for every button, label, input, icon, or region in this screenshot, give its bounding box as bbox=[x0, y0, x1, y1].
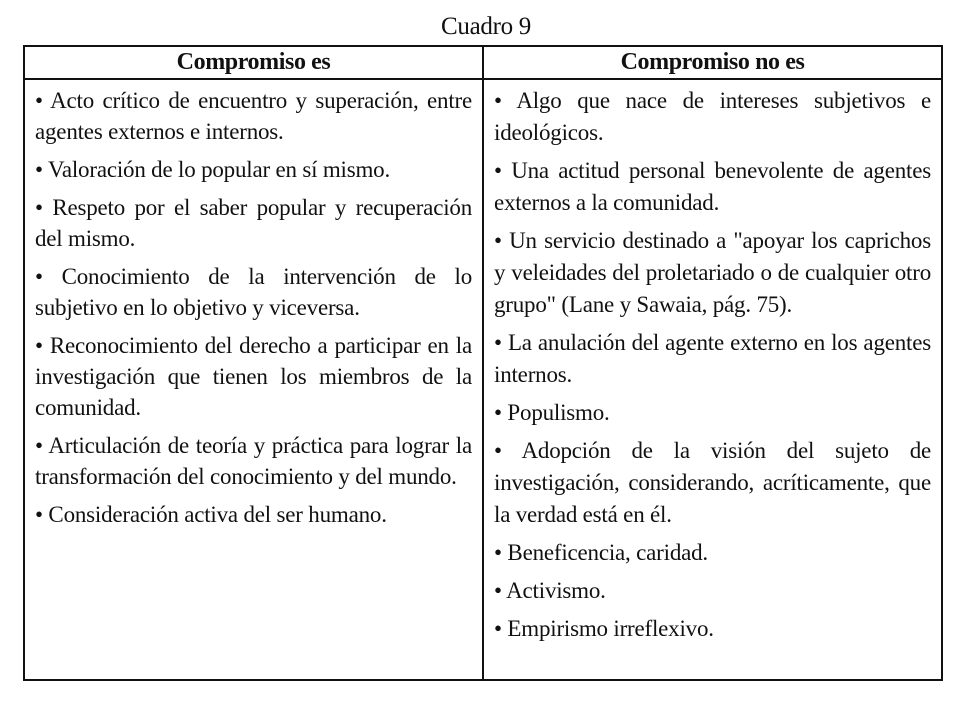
bullet-icon: • bbox=[35, 433, 43, 458]
bullet-icon: • bbox=[494, 158, 502, 183]
compromiso-no-es-item-text: Algo que nace de intereses subjetivos e ideológicos. bbox=[494, 88, 932, 145]
comparison-table bbox=[23, 45, 943, 681]
bullet-icon: • bbox=[35, 195, 43, 220]
compromiso-no-es-list bbox=[494, 85, 931, 645]
compromiso-es-item bbox=[35, 430, 472, 492]
bullet-icon: • bbox=[494, 88, 502, 113]
compromiso-es-item bbox=[35, 85, 472, 147]
compromiso-no-es-item-text: Populismo. bbox=[507, 400, 610, 425]
bullet-icon: • bbox=[494, 616, 502, 641]
compromiso-es-item bbox=[35, 192, 472, 254]
compromiso-es-item-text: Articulación de teoría y práctica para lograr la transformación del conocimiento y del mundo. bbox=[35, 433, 472, 489]
compromiso-no-es-item-text: Empirismo irreflexivo. bbox=[507, 616, 714, 641]
compromiso-es-item-text: Respeto por el saber popular y recuperación del mismo. bbox=[35, 195, 472, 251]
header-compromiso-es: Compromiso es bbox=[24, 46, 483, 79]
bullet-icon: • bbox=[494, 578, 502, 603]
compromiso-no-es-item-text: Activismo. bbox=[506, 578, 606, 603]
compromiso-no-es-item bbox=[494, 575, 931, 607]
compromiso-es-item-text: Valoración de lo popular en sí mismo. bbox=[48, 157, 391, 182]
compromiso-es-item bbox=[35, 261, 472, 323]
compromiso-no-es-item bbox=[494, 537, 931, 569]
compromiso-no-es-item bbox=[494, 155, 931, 219]
bullet-icon: • bbox=[494, 228, 502, 253]
table-header-row bbox=[24, 46, 942, 79]
compromiso-no-es-item bbox=[494, 225, 931, 321]
compromiso-es-item bbox=[35, 154, 472, 185]
column-compromiso-es bbox=[24, 79, 483, 680]
bullet-icon: • bbox=[494, 540, 502, 565]
compromiso-es-item-text: Reconocimiento del derecho a participar en la investigación que tienen los miembros de la comunidad. bbox=[35, 333, 473, 420]
bullet-icon: • bbox=[494, 400, 502, 425]
compromiso-es-item bbox=[35, 499, 472, 530]
compromiso-es-item-text: Acto crítico de encuentro y superación, entre agentes externos e internos. bbox=[35, 88, 472, 144]
bullet-icon: • bbox=[35, 88, 43, 113]
compromiso-es-item-text: Consideración activa del ser humano. bbox=[48, 502, 387, 527]
compromiso-no-es-item bbox=[494, 85, 931, 149]
compromiso-no-es-item bbox=[494, 397, 931, 429]
compromiso-es-list bbox=[35, 85, 472, 530]
bullet-icon: • bbox=[35, 333, 43, 358]
compromiso-no-es-item-text: Una actitud personal benevolente de agentes externos a la comunidad. bbox=[494, 158, 931, 215]
compromiso-no-es-item-text: La anulación del agente externo en los agentes internos. bbox=[494, 330, 931, 387]
table-body-row bbox=[24, 79, 942, 680]
bullet-icon: • bbox=[35, 502, 43, 527]
bullet-icon: • bbox=[494, 330, 502, 355]
compromiso-es-item-text: Conocimiento de la intervención de lo subjetivo en lo objetivo y viceversa. bbox=[35, 264, 472, 320]
compromiso-no-es-item-text: Un servicio destinado a "apoyar los caprichos y veleidades del proletariado o de cualquier otro grupo" (Lane y Sawaia, pág. 75). bbox=[494, 228, 931, 317]
header-compromiso-no-es: Compromiso no es bbox=[483, 46, 942, 79]
table-caption: Cuadro 9 bbox=[441, 13, 531, 40]
compromiso-no-es-item-text: Beneficencia, caridad. bbox=[507, 540, 708, 565]
column-compromiso-no-es bbox=[483, 79, 942, 680]
bullet-icon: • bbox=[35, 264, 43, 289]
bullet-icon: • bbox=[35, 157, 43, 182]
compromiso-no-es-item bbox=[494, 327, 931, 391]
compromiso-no-es-item-text: Adopción de la visión del sujeto de investigación, considerando, acríticamente, que la verdad está en él. bbox=[494, 438, 931, 527]
compromiso-es-item bbox=[35, 330, 472, 423]
bullet-icon: • bbox=[494, 438, 502, 463]
compromiso-no-es-item bbox=[494, 613, 931, 645]
compromiso-no-es-item bbox=[494, 435, 931, 531]
